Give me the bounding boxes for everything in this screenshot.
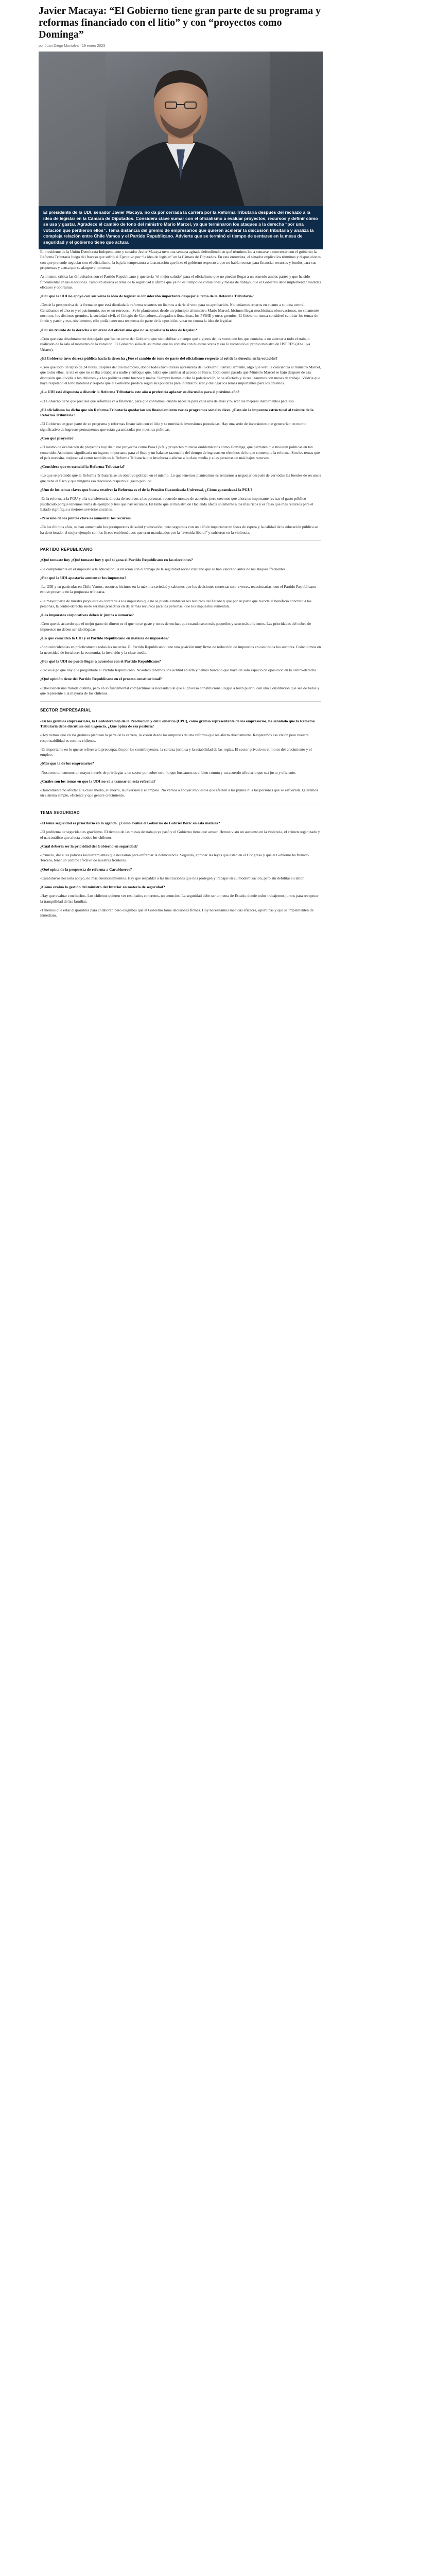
interview-question: ¿Por un triunfo de la derecha o un error del oficialismo que no se aprobara la idea de legislar? xyxy=(40,327,197,332)
article-photo xyxy=(39,52,323,206)
interview-question: ¿En qué coinciden la UDI y el Partido Republicano en materia de impuestos? xyxy=(40,636,169,641)
section-heading: PARTIDO REPUBLICANO xyxy=(40,547,93,552)
section-divider xyxy=(40,701,321,702)
interview-question: ¿Por qué la UDI no puede llegar a acuerdos con el Partido Republicano? xyxy=(40,658,161,664)
interview-question: -En los gremios empresariales, la Confederación de la Producción y del Comercio (CPC), como gremio representante de los empresarios, ha señalado que la Reforma Tributaria debe discutirse con urgencia. ¿Qué opina de esa postura? xyxy=(40,718,315,728)
interview-answer: -Primero, dar a las policías las herramientas que necesitan para enfrentar la delincuencia. Segundo, aprobar las leyes que están en el Congreso y que el Gobierno ha frenado. Tercero, tener un control efectivo de nuestras fronteras. xyxy=(40,853,310,863)
interview-answer: Asimismo, critica las dificultades con el Partido Republicano y que sería “el mejor saludo” para el oficialismo que no puedan llegar a un acuerdo ambas partes y que ha sido fundamental en las elecciones. También aborda el tema de la seguridad y afirma que ya no es tiempo de comisiones y mesas de trabajo, que el Gobierno debe implementar medidas eficaces y oportunas. xyxy=(40,274,321,290)
interview-answer: -Básicamente no afectar a la clase media, el ahorro, la inversión y el empleo. No vamos a apoyar impuestos que afecten a las pymes ni a las personas que se esfuerzan. Queremos un sistema simple, eficiente y que genere crecimiento. xyxy=(40,788,318,798)
article-body xyxy=(39,249,323,919)
section-heading: SECTOR EMPRESARIAL xyxy=(40,708,92,713)
interview-question: ¿Los impuestos corporativos deben ir juntos o sumarse? xyxy=(40,613,134,618)
interview-question: ¿Qué tomaste hoy ¿Qué tomaste hoy y qué si gana el Partido Republicano en las elecciones? xyxy=(40,557,193,563)
interview-answer: -Lo que se pretende que la Reforma Tributaria se un objetivo político en el mismo. Lo que tenemos plantearnos es sentarnos a negociar después de ver todas las fuentes de recursos que tiene el fisco y que ninguna esa discusión respecto al gasto público. xyxy=(40,473,321,483)
interview-question: ¿Considera que es esencial la Reforma Tributaria? xyxy=(40,464,125,469)
article-lead xyxy=(39,206,323,249)
portrait-image xyxy=(39,52,323,206)
interview-question: ¿Qué opina de la propuesta de reforma a Carabineros? xyxy=(40,867,132,872)
article-title: Javier Macaya: “El Gobierno tiene gran parte de su programa y reformas financiado con el litio” y con “proyectos como Dominga” xyxy=(39,5,321,40)
interview-answer: -Carabineros necesita apoyo, no más cuestionamientos. Hay que respaldar a las instituciones que nos protegen y trabajar en su modernización, pero sin debilitar su labor. xyxy=(40,875,305,880)
interview-question: ¿Qué opinión tiene del Partido Republicano en el proceso constitucional? xyxy=(40,676,162,682)
lead-text: El presidente de la UDI, senador Javier Macaya, no da por cerrada la carrera por la Reforma Tributaria después del rechazo a la idea de legislar en la Cámara de Diputados. Considera clave sumar con el oficialismo a evaluar proyectos, recursos y definir cómo se usa y gastar. Agradece el cambio de tono del ministro Mario Marcel, ya que terminaron los ataques a la derecha “por una votación que perdieron ellos”. Tema distancia del gremio de empresarios que quieren acelerar la discusión tributaria y analiza la compleja relación entre Chile Vamos y el Partido Republicano. Advierte que se terminó el tiempo de sentarse en la mesa de seguridad y el gobierno tiene que actuar. xyxy=(43,210,318,245)
interview-answer: -Es la reforma a la PGU y a la transferencia directa de recursos a las personas, recuerde montos de acuerdo, pero creemos que ahora es importante revisar el gasto público justificado porque tenemos ítems de ejemplo y tres que hay recursos. En tanto que el ministro de Hacienda afecta solamente a los más ricos y es falso que más recursos para el Estado signifique a mejores servicios sociales. xyxy=(40,496,313,512)
interview-question: ¿Cómo evalúa la gestión del ministro del Interior en materia de seguridad? xyxy=(40,885,165,890)
interview-answer: -Creo que de acuerdo que el mejor gasto de dinero es el que no se gaste y no es derrochar, que cuando sean más pequeños y sean más eficientes. Las prioridades del cobro de impuestos no deben ser ideológicas. xyxy=(40,621,311,632)
interview-question: ¿Más que la de los empresarios? xyxy=(40,761,94,766)
interview-question: ¿Con qué proyecto? xyxy=(40,435,74,440)
interview-question: -Pero uno de los puntos clave es aumentar los recursos. xyxy=(40,516,132,521)
interview-question: ¿Cuál debería ser la prioridad del Gobierno en seguridad? xyxy=(40,843,138,849)
interview-answer: -Se complementa en el impuesto a la educación, la relación con el trabajo de la seguridad social cristiano que se han valorado antes de los ataques frecuentes. xyxy=(40,566,287,571)
interview-answer: -Hay que evaluar con hechos. Los chilenos quieren ver resultados concretos, no anuncios. La seguridad debe ser un tema de Estado, donde todos trabajemos juntos para recuperar la tranquilidad de las familias. xyxy=(40,893,319,904)
interview-answer: -Creo que está absolutamente despejado que fue un error del Gobierno que sin habilitar a tiempo qué algunos de los votos con los que contaba, a no acercar a todo el trabajo realizado de la sala al momento de la votación. El Gobierno salía de asumirse que no contaba con nuestros votos y eso lo reconoció el propio ministro de HSPRES (Ana Lya Uriarte). xyxy=(40,336,310,352)
interview-answer: -El problema de seguridad es gravísimo. El tiempo de las mesas de trabajo ya pasó y el Gobierno tiene que actuar. Hemos visto un aumento en la violencia, el crimen organizado y el narcotráfico que afecta a todos los chilenos. xyxy=(40,829,320,840)
article-byline: por Juan Diego Montalva · 19 enero 2023 xyxy=(39,44,106,48)
interview-question: ¿Por qué la UDI no apoyó con sus votos la idea de legislar si consideraba importante despejar el tema de la Reforma Tributaria? xyxy=(40,294,254,299)
interview-question: ¿El oficialismo ha dicho que sin Reforma Tributaria quedarían sin financiamiento varias programas sociales clave. ¿Esto sin la impronta estructural al trámite de la Reforma Tributaria? xyxy=(40,407,313,418)
interview-question: -El tema seguridad es prioritario en la agenda. ¿Cómo evalúa el Gobierno de Gabriel Boric en esta materia? xyxy=(40,821,220,826)
interview-answer: -Hoy vemos que en los gremios plantean la parte de la carrera, la visión desde las empresas de una reforma que les afecta directamente. Respetamos esa visión pero nuestra responsabilidad es con los chilenos. xyxy=(40,733,309,743)
interview-answer: -La UDI y en particular en Chile Vamos, nosotros hicimos en la máxima seriedad y sabemos que los decisiones correctas son, a veces, reaccionarias, con el Partido Republicano estuvo presente en la propuesta tributaria. xyxy=(40,584,316,595)
section-divider xyxy=(40,540,321,541)
interview-question: ¿Uno de los temas claves que busca resolver la Reforma es el de la Pensión Garantizada Universal, ¿Cómo garantizará la PGU? xyxy=(40,487,253,492)
interview-answer: -Nosotros no tenemos un mayor interés de privilegiar a un sector por sobre otro, lo que buscamos es el bien común y un acuerdo tributario que sea justo y eficiente. xyxy=(40,770,297,775)
interview-question: ¿Por qué la UDI apostaría aumentar los impuestos? xyxy=(40,575,127,580)
interview-answer: -El Gobierno tiene que precisar qué reformas va a financiar, para qué cobrarnos, cuánto necesita para cada una de ellas y buscar los mejores instrumentos para eso. xyxy=(40,398,295,403)
interview-answer: -Eso es algo que hay que preguntarle al Partido Republicano. Nosotros tenemos una actitud abierta y hemos buscado que haya un solo espacio de oposición en la centro-derecha. xyxy=(40,668,317,673)
interview-question: ¿La UDI está dispuesta a discutir la Reforma Tributaria este año o preferiría aplazar su discusión para el próximo año? xyxy=(40,389,240,395)
interview-answer: -Ellos tienen una mirada distinta, pero en lo fundamental compartimos la necesidad de que el proceso constitucional llegue a buen puerto, con una Constitución que sea de todos y que represente a la mayoría de los chilenos. xyxy=(40,685,320,696)
interview-answer: -El mismo de evaluación de proyectos hoy día tiene proyectos como Pasa Epifa y proyectos mineros emblemáticos como Dominga, que permiten que tuviesen políticas en tan contenido. Asimismo significaría un ingreso importante para el fisco y un balance razonable del tiempo de ingresos en términos de lo que contempla la reforma. Son los temas que el país necesita, mejorar así como también es la Reforma Tributaria que involucra a aferrar a la clase media y a las personas de más bajos recursos. xyxy=(40,445,320,460)
interview-answer: -El Gobierno en gran parte de su programa y reformas financiado con el litio y se nutrirá de inversiones postuladas. Hay una serie de inversiones que generarían un monto significativo de ingresos permanentes que están garantizadas por nuestras políticas. xyxy=(40,421,307,432)
interview-answer: -Desde la perspectiva de la forma en que está diseñada la reforma nosotros no íbamos a darle el voto para su aprobación. No teníamos reparos en cuanto a su idea central. Cerrábamos el ahorro y el patrimonio, eso es un retroceso. Se le planteamos desde un principio al ministro Mario Marcel, hicimos llegar muchísimas observaciones, no solamente nosotros, los distintos gremios, la sociedad civil, el Colegio de Contadores, abogados tributaristas, los PYME y otros gremios. El Gobierno nunca consideró cambiar los temas de fondo y partir y eso, obviamente, ello podía tener una respuesta de parte de la oposición, votar en contra la idea de legislar. xyxy=(40,302,319,324)
interview-answer: El presidente de la Unión Demócrata Independiente y senador Javier Macaya tuvo una semana agitada defendiendo en qué términos iba a sentarse a conversar con el gobierno la Reforma Tributaria luego del fracaso que sufrió el Ejecutivo por “la idea de legislar” en la Cámara de Diputados. En esta entrevista, el senador explica los términos y disposiciones con que pretende negociar con el oficialismo, la baja la temperatura a la acusación que hizo el gobierno respecto a que no había recetas para financiar recursos y fondos para sus propuestas y acusa que se alargue el proceso. xyxy=(40,249,321,270)
interview-answer: -Es importante en lo que se refiere a la preocupación por los contribuyentes, la certeza jurídica y la estabilidad de las reglas. El sector privado es el motor del crecimiento y el empleo. xyxy=(40,747,312,757)
interview-answer: -La mayor parte de nuestra propuesta es contraria a los impuestos que no se puede establecer los recursos del Estado y que por su parte que recorta el beneficio concreto a las personas, la centro-derecha suele ser más proactiva en dejar más recursos para las personas, que los impuestos aumentan. xyxy=(40,598,311,608)
interview-answer: -Tenemos que estar disponibles para colaborar, pero exigimos que el Gobierno tome decisiones firmes. Hoy necesitamos medidas eficaces, oportunas y que se implementen de inmediato. xyxy=(40,907,313,918)
interview-question: ¿Cuáles son los temas en que la UDI no va a transar en esta reforma? xyxy=(40,778,156,784)
article-column xyxy=(39,5,323,919)
section-heading: TEMA SEGURIDAD xyxy=(40,810,80,815)
interview-answer: -Son coincidencias en prácticamente todas las materias. El Partido Republicano tiene una posición muy firme de reducción de impuestos en casi todos los sectores. Coincidimos en la necesidad de fortalecer la economía, la inversión y la clase media. xyxy=(40,645,321,655)
interview-answer: -Creo que todo un lapso de 24 horas, después del día miércoles, donde todos tuvo dureza apresurada del Gobierno. Particularmente, algo que vertí la conciencia al ministro Marcel, que todos ellos, la vía es que no se iba a trabajar a nadie y enfoque que, había que cambiar al acceso de Fisco. Todo como pasada que Ministro Marcel se bajó después de esa discusión que dividía a los chilenos y a los políticos entre buenos y malos. Siempre hemos dicho la polarización, lo se afectado y lo realizaremos con mesas de trabajo. Valdría que haya respetado el tono habitual y respeto que el Gobierno predica según sus políticas para intentar buscar y dialogar los temas importantes para los chilenos. xyxy=(40,365,321,386)
interview-answer: -En los últimos años, se han aumentado los presupuestos de salud y educación, pero seguimos con un déficit importante en listas de espera y la calidad de la educación pública se ha deteriorado, el mejor ejemplo son los liceos emblemáticos que eran mandatados por la “avenida liberal” y sufrieron en la violencia. xyxy=(40,524,318,535)
interview-question: ¿El Gobierno tuvo dureza pública hacia la derecha ¿Fue el cambio de tono de parte del oficialismo respecto al rol de la derecha en la votación? xyxy=(40,355,278,361)
